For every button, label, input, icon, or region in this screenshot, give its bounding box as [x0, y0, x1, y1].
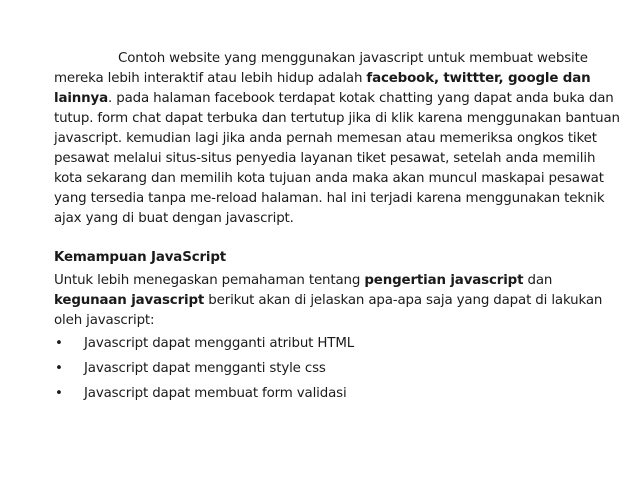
bullet-list: [54, 331, 626, 406]
bullet-item-form-validation: [54, 381, 626, 406]
bullet-item-style-css: [54, 356, 626, 381]
section-text-3: berikut akan di jelaskan apa-apa saja yang dapat di lakukan oleh javascript:: [54, 293, 603, 328]
bullet-text: Javascript dapat mengganti atribut HTML: [84, 336, 355, 351]
intro-text-1: Contoh website yang menggunakan javascript untuk membuat website mereka lebih interaktif atau lebih hidup adalah: [54, 51, 588, 86]
section-paragraph: [54, 271, 626, 331]
bullet-text: Javascript dapat mengganti style css: [84, 361, 326, 376]
bullet-icon: •: [55, 361, 63, 376]
paragraph-gap: [54, 229, 626, 245]
section-text-1: Untuk lebih menegaskan pemahaman tentang: [54, 273, 365, 288]
bullet-item-html-attribute: [54, 331, 626, 356]
slide-content: [54, 49, 626, 406]
intro-paragraph: [54, 49, 626, 229]
section-text-2: dan: [523, 273, 553, 288]
section-heading: Kemampuan JavaScript: [54, 250, 227, 265]
section-bold-pengertian: pengertian javascript: [364, 273, 524, 288]
intro-bold-sites: facebook, twittter, google dan lainnya: [54, 71, 591, 106]
bullet-text: Javascript dapat membuat form validasi: [84, 386, 347, 401]
section-bold-kegunaan: kegunaan javascript: [54, 293, 205, 308]
intro-text-2: . pada halaman facebook terdapat kotak chatting yang dapat anda buka dan tutup. form chat dapat terbuka dan tertutup jika di klik karena menggunakan bantuan javascript. kemudian lagi jika anda pernah memesan atau memeriksa ongkos tiket pesawat melalui situs-situs penyedia layanan tiket pesawat, setelah anda memilih kota sekarang dan memilih kota tujuan anda maka akan muncul maskapai pesawat yang tersedia tanpa me-reload halaman. hal ini terjadi karena menggunakan teknik ajax yang di buat dengan javascript.: [54, 91, 620, 226]
bullet-icon: •: [55, 386, 63, 401]
bullet-icon: •: [55, 336, 63, 351]
